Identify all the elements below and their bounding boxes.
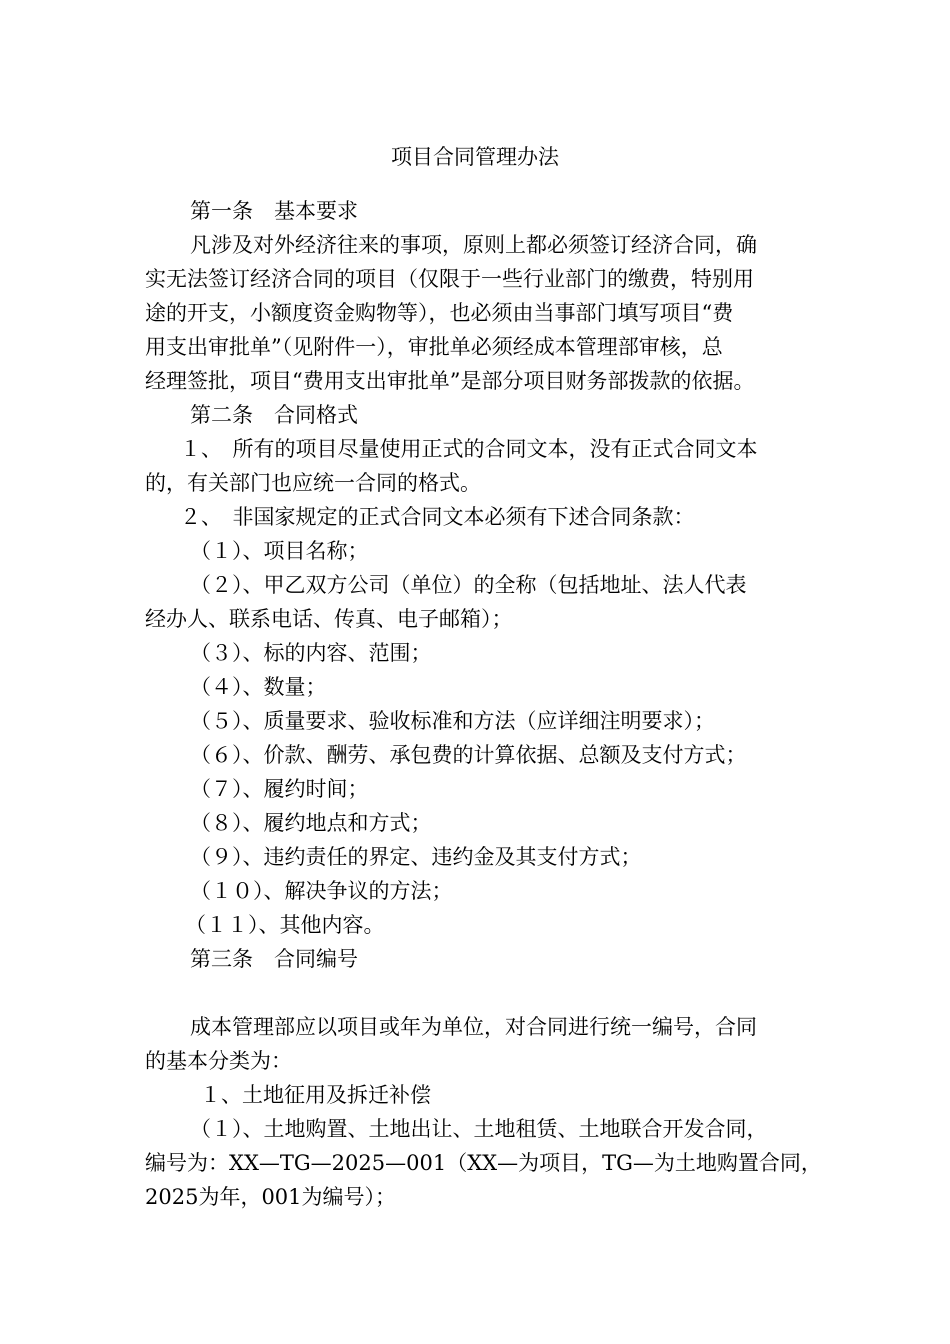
paragraph-line: 实无法签订经济合同的项目（仅限于一些行业部门的缴费，特别用	[145, 267, 754, 291]
blank-line	[145, 976, 835, 1010]
paragraph-line: 用支出审批单”（见附件一），审批单必须经成本管理部审核，总	[145, 335, 723, 359]
list-item: １、 所有的项目尽量使用正式的合同文本，没有正式合同文本	[180, 437, 758, 461]
paragraph-line: 编号为：XX—TG—2025—001（XX—为项目，TG—为土地购置合同，	[145, 1151, 822, 1175]
paragraph-line: 的，有关部门也应统一合同的格式。	[145, 471, 481, 495]
list-item: （１）、土地购置、土地出让、土地租赁、土地联合开发合同，	[190, 1117, 768, 1141]
list-item: （８）、履约地点和方式；	[190, 811, 432, 835]
list-item: （２）、甲乙双方公司（单位）的全称（包括地址、法人代表	[190, 573, 747, 597]
paragraph-line: 经办人、联系电话、传真、电子邮箱）；	[145, 607, 513, 631]
list-item: （９）、违约责任的界定、违约金及其支付方式；	[190, 845, 642, 869]
paragraph-line: 的基本分类为：	[145, 1049, 292, 1073]
article-heading: 第一条 基本要求	[190, 199, 358, 223]
list-item: （６）、价款、酬劳、承包费的计算依据、总额及支付方式；	[190, 743, 747, 767]
list-item: （１）、项目名称；	[190, 539, 369, 563]
document-title: 项目合同管理办法	[391, 145, 559, 169]
list-item: （５）、质量要求、验收标准和方法（应详细注明要求）；	[190, 709, 715, 733]
article-heading: 第二条 合同格式	[190, 403, 358, 427]
paragraph-line: 途的开支，小额度资金购物等），也必须由当事部门填写项目“费	[145, 301, 734, 325]
section-heading: １、土地征用及拆迁补偿	[200, 1083, 431, 1107]
list-item: （１１）、其他内容。	[185, 913, 385, 937]
document-body	[145, 194, 835, 1214]
list-item: ２、 非国家规定的正式合同文本必须有下述合同条款：	[180, 505, 695, 529]
paragraph-line: 2025为年，001为编号）；	[145, 1185, 397, 1209]
paragraph-line: 凡涉及对外经济往来的事项，原则上都必须签订经济合同，确	[190, 233, 757, 257]
article-heading: 第三条 合同编号	[190, 947, 358, 971]
list-item: （４）、数量；	[190, 675, 327, 699]
list-item: （３）、标的内容、范围；	[190, 641, 432, 665]
paragraph-line: 经理签批，项目“费用支出审批单”是部分项目财务部拨款的依据。	[145, 369, 755, 393]
list-item: （７）、履约时间；	[190, 777, 369, 801]
list-item: （１０）、解决争议的方法；	[190, 879, 453, 903]
paragraph-line: 成本管理部应以项目或年为单位，对合同进行统一编号，合同	[190, 1015, 757, 1039]
